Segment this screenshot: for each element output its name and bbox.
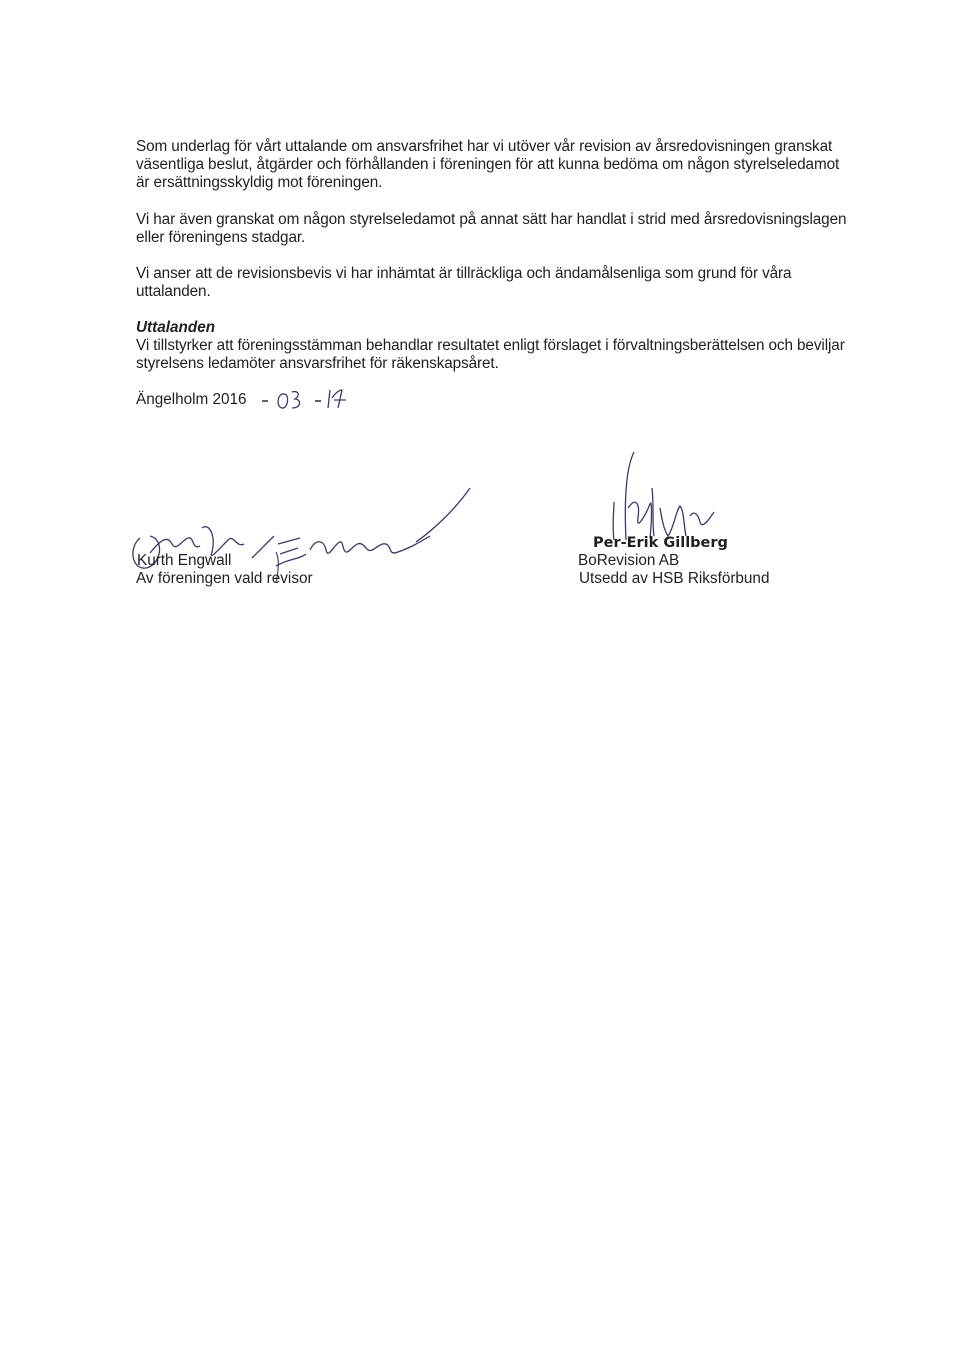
handwritten-date <box>262 380 362 416</box>
date-line <box>136 391 247 409</box>
signatory-right-role: Utsedd av HSB Riksförbund <box>579 570 770 587</box>
paragraph-review-basis: Som underlag för vårt uttalande om ansvarsfrihet har vi utöver vår revision av årsredovisningen granskat väsentliga beslut, åtgärder och förhållanden i föreningen för att kunna bedöma om någon styrelseledamot är ersättningsskyldig mot föreningen. <box>136 138 840 191</box>
signatory-right-organization: BoRevision AB <box>578 552 680 569</box>
signatory-left-role: Av föreningen vald revisor <box>136 570 313 587</box>
statement-text: Vi tillstyrker att föreningsstämman behandlar resultatet enligt förslaget i förvaltningsberättelsen och beviljar styrelsens ledamöter ansvarsfrihet för räkenskapsåret. <box>136 337 845 372</box>
statement-heading: Uttalanden <box>136 319 216 336</box>
paragraph-evidence: Vi anser att de revisionsbevis vi har inhämtat är tillräckliga och ändamålsenliga som grund för våra uttalanden. <box>136 265 792 300</box>
place-year: Ängelholm 2016 <box>136 391 247 408</box>
paragraph-review-scope: Vi har även granskat om någon styrelseledamot på annat sätt har handlat i strid med årsredovisningslagen eller föreningens stadgar. <box>136 211 847 246</box>
signatory-right-name: Per-Erik Gillberg <box>593 535 728 551</box>
signature-per-erik-gillberg <box>590 448 730 548</box>
signatory-left-name: Kurth Engwall <box>137 552 232 569</box>
